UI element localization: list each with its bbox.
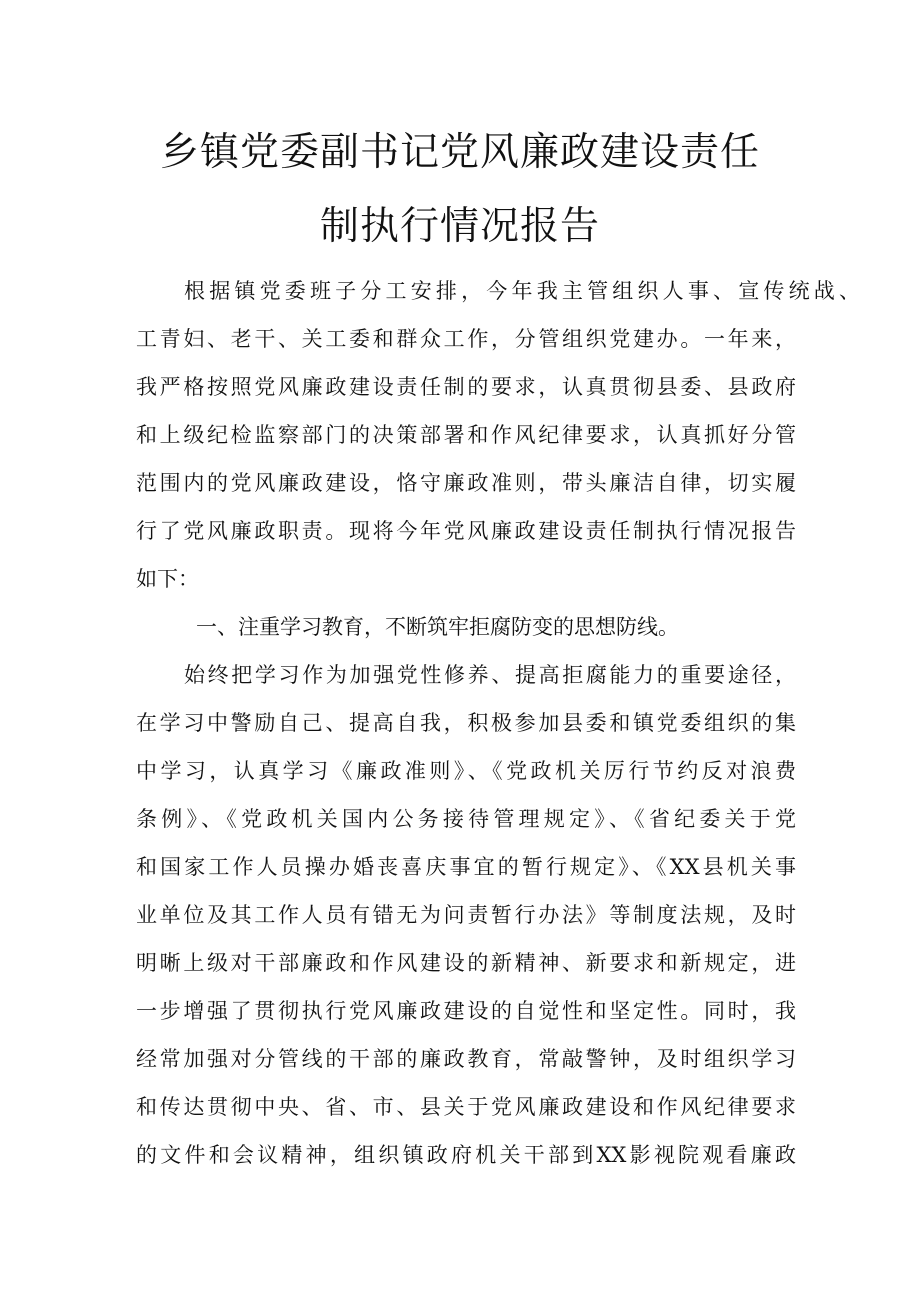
paragraph-2-line-7: 明晰上级对干部廉政和作风建设的新精神、新要求和新规定，进 xyxy=(136,951,796,975)
paragraph-2-line-4: 条例》、《党政机关国内公务接待管理规定》、《省纪委关于党 xyxy=(136,807,796,831)
paragraph-2-line-9: 经常加强对分管线的干部的廉政教育，常敲警钟，及时组织学习 xyxy=(136,1047,796,1071)
paragraph-1-line-4: 和上级纪检监察部门的决策部署和作风纪律要求，认真抓好分管 xyxy=(136,423,796,447)
paragraph-2-line-1: 始终把学习作为加强党性修养、提高拒腐能力的重要途径， xyxy=(184,663,796,687)
paragraph-1-line-1: 根据镇党委班子分工安排，今年我主管组织人事、宣传统战、 xyxy=(184,279,860,303)
paragraph-2-line-6: 业单位及其工作人员有错无为问责暂行办法》等制度法规，及时 xyxy=(136,903,796,927)
paragraph-2-line-3: 中学习，认真学习《廉政准则》、《党政机关厉行节约反对浪费 xyxy=(136,759,796,783)
paragraph-2-line-5: 和国家工作人员操办婚丧喜庆事宜的暂行规定》、《XX县机关事 xyxy=(136,855,796,879)
paragraph-1-line-5: 范围内的党风廉政建设，恪守廉政准则，带头廉洁自律，切实履 xyxy=(136,471,796,495)
paragraph-2-line-10: 和传达贯彻中央、省、市、县关于党风廉政建设和作风纪律要求 xyxy=(136,1095,796,1119)
paragraph-2-line-2: 在学习中警励自己、提高自我，积极参加县委和镇党委组织的集 xyxy=(136,711,796,735)
document-title-line-2: 制执行情况报告 xyxy=(319,204,600,249)
document-title-line-1: 乡镇党委副书记党风廉政建设责任 xyxy=(159,130,760,175)
paragraph-1-line-3: 我严格按照党风廉政建设责任制的要求，认真贯彻县委、县政府 xyxy=(136,375,796,399)
paragraph-1-line-2: 工青妇、老干、关工委和群众工作，分管组织党建办。一年来， xyxy=(136,327,796,351)
paragraph-1-line-7: 如下： xyxy=(136,567,199,591)
paragraph-1-line-6: 行了党风廉政职责。现将今年党风廉政建设责任制执行情况报告 xyxy=(136,519,796,543)
paragraph-2-line-8: 一步增强了贯彻执行党风廉政建设的自觉性和坚定性。同时，我 xyxy=(136,999,796,1023)
paragraph-2-line-11: 的文件和会议精神，组织镇政府机关干部到XX影视院观看廉政 xyxy=(136,1143,796,1167)
section-1-heading: 一、注重学习教育，不断筑牢拒腐防变的思想防线。 xyxy=(196,615,679,639)
